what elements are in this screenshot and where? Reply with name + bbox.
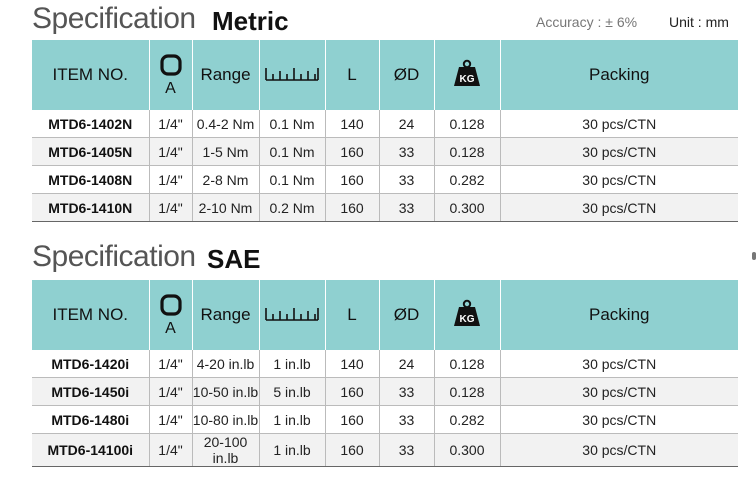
packing-cell: 30 pcs/CTN	[500, 110, 738, 138]
metric-title-light: Specification	[32, 2, 196, 35]
weight-cell: 0.128	[434, 138, 500, 166]
square-drive-icon	[159, 53, 183, 77]
scrollbar-handle[interactable]	[752, 252, 756, 260]
drive-cell: 1/4"	[149, 378, 192, 406]
weight-cell: 0.282	[434, 166, 500, 194]
length-cell: 140	[325, 350, 379, 378]
diameter-cell: 33	[379, 406, 434, 434]
drive-cell: 1/4"	[149, 406, 192, 434]
weight-cell: 0.128	[434, 350, 500, 378]
table-row	[32, 110, 738, 138]
drive-label: A	[165, 319, 176, 337]
header-packing: Packing	[500, 280, 738, 350]
accuracy-note: Accuracy : ± 6%	[536, 14, 638, 30]
drive-cell: 1/4"	[149, 110, 192, 138]
diameter-cell: 24	[379, 110, 434, 138]
ruler-scale-icon	[264, 305, 320, 321]
weight-cell: 0.128	[434, 110, 500, 138]
scale-cell: 0.2 Nm	[259, 194, 325, 222]
header-length: L	[325, 40, 379, 110]
packing-cell: 30 pcs/CTN	[500, 350, 738, 378]
metric-spec-section	[0, 0, 756, 216]
item-no-cell: MTD6-1405N	[32, 138, 149, 166]
sae-table-body	[32, 350, 738, 467]
metric-spec-table	[32, 40, 738, 222]
packing-cell: 30 pcs/CTN	[500, 406, 738, 434]
header-scale	[259, 280, 325, 350]
weight-kg-icon	[452, 58, 482, 88]
metric-heading	[0, 0, 756, 40]
table-row	[32, 350, 738, 378]
table-row	[32, 406, 738, 434]
scale-cell: 1 in.lb	[259, 350, 325, 378]
sae-heading	[0, 238, 756, 278]
sae-spec-section	[0, 238, 756, 466]
drive-cell: 1/4"	[149, 166, 192, 194]
range-cell: 1-5 Nm	[192, 138, 259, 166]
sae-title-light: Specification	[32, 240, 196, 273]
header-drive	[149, 40, 192, 110]
packing-cell: 30 pcs/CTN	[500, 194, 738, 222]
table-row	[32, 378, 738, 406]
scale-cell: 0.1 Nm	[259, 138, 325, 166]
metric-title-bold: Metric	[212, 6, 289, 36]
length-cell: 160	[325, 166, 379, 194]
item-no-cell: MTD6-1480i	[32, 406, 149, 434]
packing-cell: 30 pcs/CTN	[500, 138, 738, 166]
sae-spec-table	[32, 280, 738, 467]
weight-icon-text: KG	[459, 73, 475, 85]
length-cell: 160	[325, 378, 379, 406]
diameter-cell: 33	[379, 378, 434, 406]
unit-note: Unit : mm	[669, 14, 729, 30]
range-cell: 2-10 Nm	[192, 194, 259, 222]
header-range: Range	[192, 280, 259, 350]
diameter-cell: 24	[379, 350, 434, 378]
header-item-no: ITEM NO.	[32, 280, 149, 350]
header-diameter: ØD	[379, 40, 434, 110]
item-no-cell: MTD6-1402N	[32, 110, 149, 138]
drive-cell: 1/4"	[149, 138, 192, 166]
weight-icon-text: KG	[459, 313, 475, 325]
range-cell: 20-100 in.lb	[192, 434, 259, 467]
scale-cell: 1 in.lb	[259, 434, 325, 467]
scale-cell: 0.1 Nm	[259, 110, 325, 138]
header-item-no: ITEM NO.	[32, 40, 149, 110]
scale-cell: 0.1 Nm	[259, 166, 325, 194]
packing-cell: 30 pcs/CTN	[500, 434, 738, 467]
ruler-scale-icon	[264, 65, 320, 81]
sae-header-row	[32, 280, 738, 350]
table-row	[32, 166, 738, 194]
diameter-cell: 33	[379, 166, 434, 194]
item-no-cell: MTD6-14100i	[32, 434, 149, 467]
diameter-cell: 33	[379, 434, 434, 467]
header-scale	[259, 40, 325, 110]
header-weight	[434, 40, 500, 110]
weight-kg-icon	[452, 298, 482, 328]
range-cell: 4-20 in.lb	[192, 350, 259, 378]
header-packing: Packing	[500, 40, 738, 110]
packing-cell: 30 pcs/CTN	[500, 166, 738, 194]
range-cell: 10-80 in.lb	[192, 406, 259, 434]
scale-cell: 1 in.lb	[259, 406, 325, 434]
range-cell: 10-50 in.lb	[192, 378, 259, 406]
square-drive-icon	[159, 293, 183, 317]
item-no-cell: MTD6-1410N	[32, 194, 149, 222]
diameter-cell: 33	[379, 194, 434, 222]
scale-cell: 5 in.lb	[259, 378, 325, 406]
item-no-cell: MTD6-1420i	[32, 350, 149, 378]
length-cell: 160	[325, 138, 379, 166]
drive-cell: 1/4"	[149, 434, 192, 467]
header-diameter: ØD	[379, 280, 434, 350]
drive-label: A	[165, 79, 176, 97]
drive-cell: 1/4"	[149, 350, 192, 378]
sae-title-bold: SAE	[207, 244, 261, 274]
table-row	[32, 194, 738, 222]
length-cell: 160	[325, 194, 379, 222]
weight-cell: 0.128	[434, 378, 500, 406]
table-row	[32, 434, 738, 467]
header-length: L	[325, 280, 379, 350]
range-cell: 2-8 Nm	[192, 166, 259, 194]
metric-header-row	[32, 40, 738, 110]
weight-cell: 0.300	[434, 434, 500, 467]
weight-cell: 0.300	[434, 194, 500, 222]
diameter-cell: 33	[379, 138, 434, 166]
item-no-cell: MTD6-1450i	[32, 378, 149, 406]
length-cell: 160	[325, 406, 379, 434]
range-cell: 0.4-2 Nm	[192, 110, 259, 138]
header-drive	[149, 280, 192, 350]
length-cell: 160	[325, 434, 379, 467]
header-weight	[434, 280, 500, 350]
metric-table-body	[32, 110, 738, 222]
weight-cell: 0.282	[434, 406, 500, 434]
drive-cell: 1/4"	[149, 194, 192, 222]
header-range: Range	[192, 40, 259, 110]
packing-cell: 30 pcs/CTN	[500, 378, 738, 406]
table-row	[32, 138, 738, 166]
item-no-cell: MTD6-1408N	[32, 166, 149, 194]
length-cell: 140	[325, 110, 379, 138]
